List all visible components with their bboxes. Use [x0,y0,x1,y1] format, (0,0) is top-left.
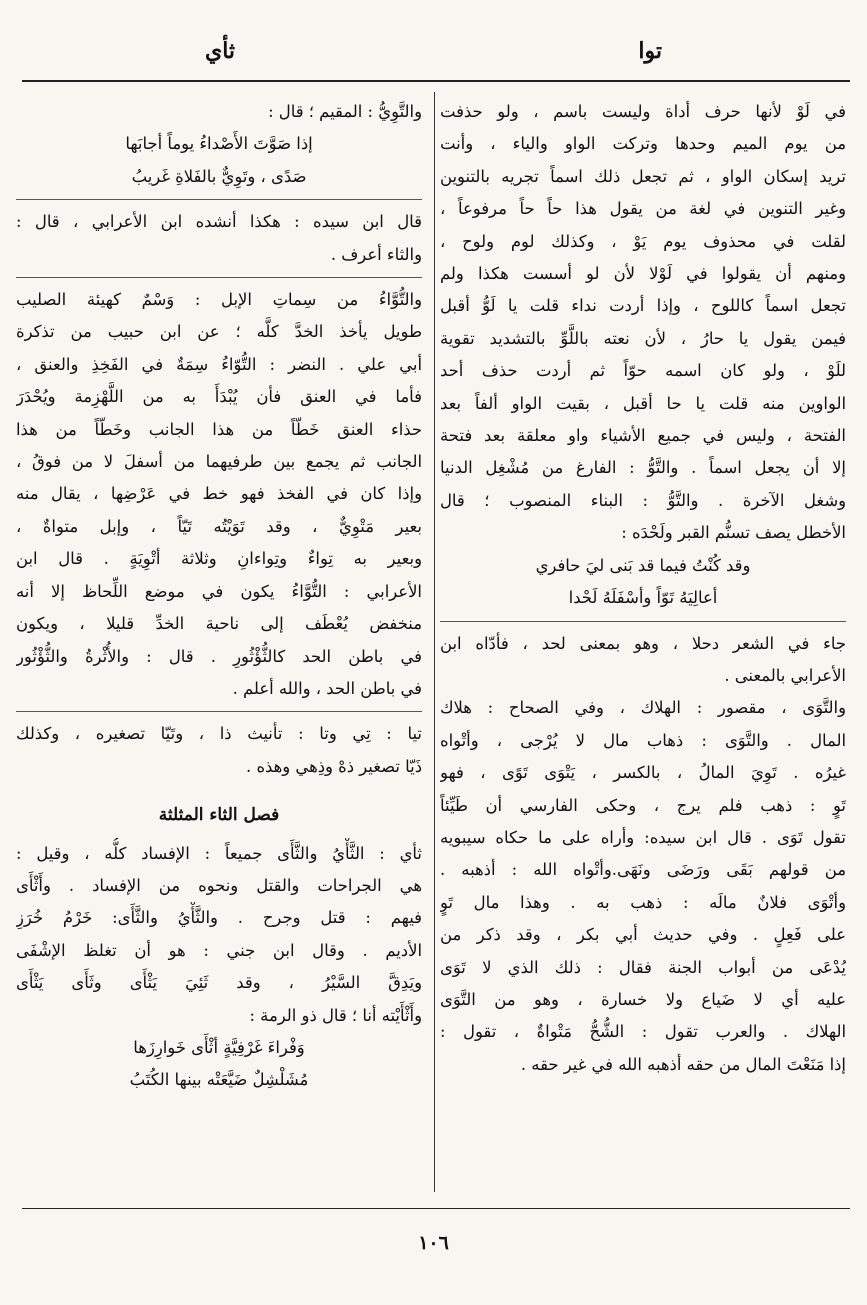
text-line: إلا أن يجعل اسماً . والتَّوُّ : الفارغ من مُشْغِل الدنيا [440,458,846,478]
text-line: منخفض يُعْطَف إلى ناحية الخدِّ قليلا ، ويكون [16,614,422,634]
header-rule [22,80,850,82]
text-line: في لَوْ لأنها حرف أداة وليست باسم ، ولو حذفت [440,102,846,121]
text-line: من يوم الميم وحدها وتركت الواو والياء ، وأنت [440,134,846,154]
text-line: وإذا كان في الفخذ فهو خط في عَرْضِها ، يقال منه [16,484,422,504]
text-line: وبعير به تِواءٌ وتِواءانِ وثلاثة أتْوِيَةٍ . قال ابن [16,549,422,569]
entry-divider [16,711,422,712]
text-line: ذَيّا تصغير ذهْ وذِهي وهذه . [246,756,422,776]
text-line: قال ابن سيده : هكذا أنشده ابن الأعرابي ، قال : [16,212,422,232]
text-line: للَوْ ، ولو كان اسمه حوّاً ثم أردت حذف أحد [440,361,846,381]
entry-divider [16,277,422,278]
text-line: بعير مَتْوِيٌّ ، وقد تَوَيْتُه تَيّاً ، وإبل متواةٌ ، [16,516,422,536]
running-header-right: توا [638,38,662,64]
text-line: في باطن الحد ، والله أعلم . [232,678,422,698]
entry-divider [16,199,422,200]
text-line: وشغل الآخرة . والتَّوُّ : البناء المنصوب ؛ قال [440,490,846,510]
entry-divider [440,621,846,622]
text-line: ويَدِقَّ السَّيْرُ ، وقد ثَئِيَ يَثْأَى وثَأَى يَثْأَى [16,973,422,993]
text-line: الهلاك . والعرب تقول : الشُّحُّ مَتْواةٌ ، تقول : [440,1022,846,1042]
text-line: الجانب ثم يجمع بين طرفيهما من أسفلَ لا من فوقُ ، [16,452,422,472]
text-line: إذا مَنَعْتَ المال من حقه أذهبه الله في غير حقه . [520,1054,846,1074]
verse-line: أعالِيَهُ تَوّاً وأسْفَلَهُ لَحْدا [568,588,718,608]
text-line: في باطن الحد كالثُّؤْثُورِ . قال : والأُثْرةُ والثُّؤْثُور [16,646,422,666]
text-line: الواوين منه قلت يا حا أقبل ، بقيت الواو ألفاً بعد [440,393,846,413]
page-number: ١٠٦ [418,1232,449,1254]
text-line: والتَّوِيُّ : المقيم ؛ قال : [268,102,422,121]
text-line: وغير التنوين في لغة من يقول هذا حاً حاً مرفوعاً ، [440,199,846,219]
text-line: تريد إسكان الواو ، ثم تجعل ذلك اسماً تجريه بالتنوين [440,166,846,186]
text-line: جاء في الشعر دحلا ، وهو بمعنى لحد ، فأدّاه ابن [440,633,846,653]
verse-line: إذا صَوَّتَ الأَصْداءُ يوماً أجابَها [125,134,313,154]
text-line: لقلت في محذوف يوم يَوْ ، وكذلك لوم ولوح ، [440,231,846,251]
text-line: ومنهم أن يقولوا في لَوْلا لأن لو أسست هكذا ولم [440,264,846,284]
text-line: المال . والتَّوَى : ذهاب مال لا يُرْجى ، وأتْواه [440,730,846,750]
text-line: على فَعِلٍ . وفي حديث أبي بكر ، وقد ذكر من [440,925,846,945]
verse-line: وقد كُنْتُ فيما قد بَنى ليَ حافري [535,555,751,575]
right-column [440,96,846,1081]
column-divider [434,92,435,1192]
text-line: حذاء العنق خَطّاً من هذا الجانب وخَطّاً من هذا [16,419,422,439]
text-line: الأعرابي : التُّوَّاءُ يكون في موضع اللِّحاظ إلا أنه [16,581,422,601]
text-line: من قولهم بَقَى ورَضَى ونَهَى.وأتْواه الله : أذهبه . [440,860,846,880]
text-line: تَوٍ : ذهب فلم يرج ، وحكى الفارسي أن طَيِّئاً [440,795,846,815]
text-line: فيهم : قتل وجرح . والثَّأْيُ والثَّأَى: خَرْمُ خُرَزِ [16,908,422,928]
verse-line: وَفْراءَ غَرْفِيَّةٍ أثْأَى خَوارِزَها [133,1037,305,1057]
text-line: والثاء أعرف . [330,244,422,264]
text-line: عليه أي لا ضَياع ولا خسارة ، وهو من التَّوَى [440,989,846,1009]
text-line: غيرُه . تَوِيَ المالُ ، بالكسر ، يَتْوَى تَوًى ، فهو [440,763,846,783]
text-line: الفتحة ، وليس في جميع الأشياء واو معلقة بعد فتحة [440,426,846,446]
text-line: الأخطل يصف تسنُّم القبر ولَحْدَه : [621,523,846,543]
text-line: فأما في العنق فأن يُبْدَأَ به من اللَّهْزِمة ويُحْدَرَ [16,387,422,407]
text-line: هي الجراحات والقتل ونحوه من الإفساد . وأَثْأَى [16,875,422,895]
running-header-left: ثأي [205,38,236,64]
verse-line: صَدًى ، وتَوِيٌّ بالفَلاةِ غَريبُ [131,166,307,186]
text-line: والتُّوَّاءُ من سِماتِ الإبل : وَسْمٌ كهيئة الصليب [16,290,422,310]
text-line: وأَثْأَيْته أنا ؛ قال ذو الرمة : [249,1005,422,1025]
footer-rule [22,1208,850,1209]
verse-line: مُشَلْشِلٌ ضَيَّعَتْه بينها الكُتَبُ [129,1070,309,1090]
section-title: فصل الثاء المثلثة [158,805,280,826]
text-line: تقول تَوَى . قال ابن سيده: وأراه على ما حكاه سيبويه [440,827,846,847]
text-line: ثأي : الثَّأْيُ والثَّأَى جميعاً : الإفساد كلُّه ، وقيل : [16,843,422,863]
text-line: الأديم . وقال ابن جني : هو أن تغلظ الإشْفَى [16,940,422,960]
text-line: يُدْعَى من أبواب الجنة فقال : ذلك الذي لا تَوَى [440,957,846,977]
text-line: طويل يأخذ الخدَّ كلَّه ؛ عن ابن حبيب من تذكرة [16,322,422,342]
text-line: أبي علي . النضر : التُّوّاءُ سِمَةٌ في الفَخِذِ والعنق ، [16,354,422,374]
text-line: تجعل اسماً كاللوح ، وإذا أردت نداء قلت يا لَوُّ أقبل [440,296,846,316]
text-line: تيا : تِي وتا : تأنيث ذا ، وتَيّا تصغيره ، وكذلك [16,724,422,744]
text-line: وأتْوَى فلانٌ مالَه : ذهب به . وهذا مال تَوٍ [440,892,846,912]
text-line: فيمن يقول يا حارُ ، لأن نعته باللَّوِّ بالتشديد تقوية [440,328,846,348]
text-line: والتَّوَى ، مقصور : الهلاك ، وفي الصحاح : هلاك [440,698,846,718]
text-line: الأعرابي بالمعنى . [724,665,846,685]
left-column [16,96,422,1097]
